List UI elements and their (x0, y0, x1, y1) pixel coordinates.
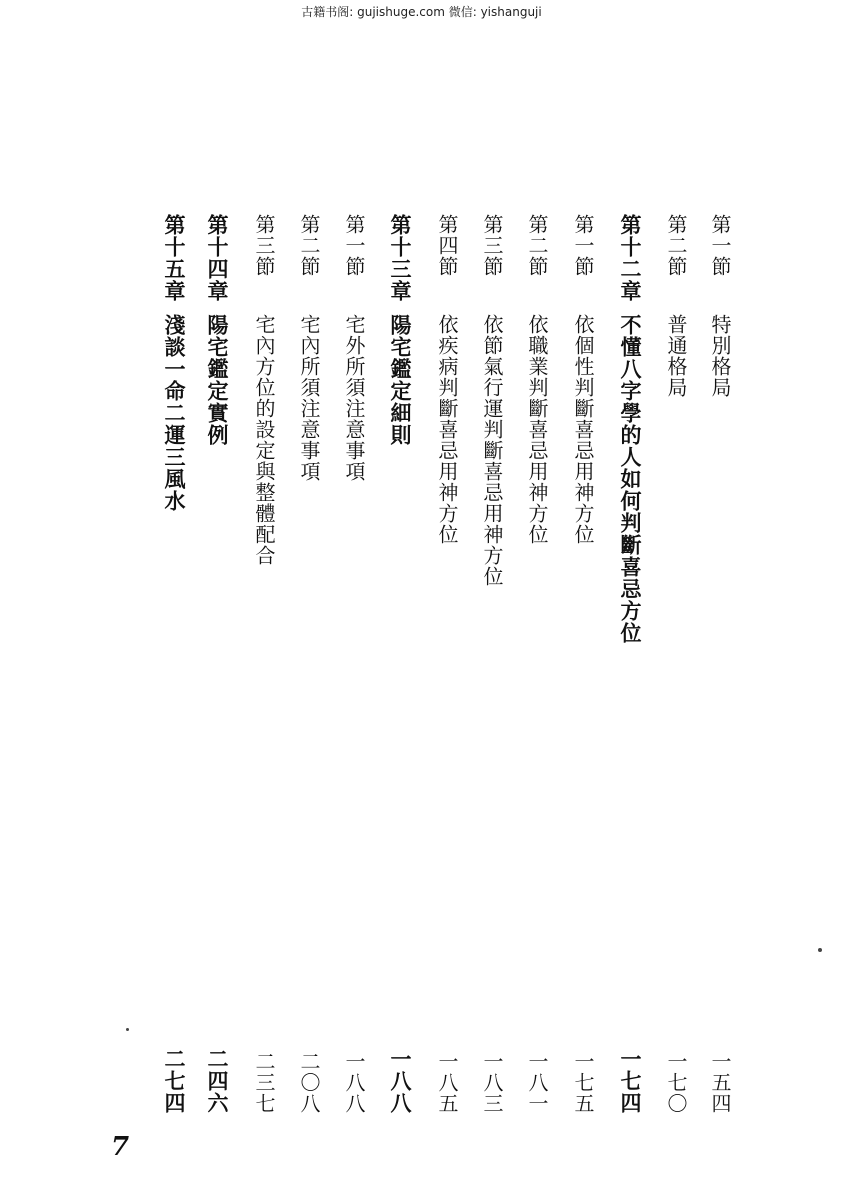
page-number: 7 (111, 1132, 130, 1162)
toc-page: 一八一 (520, 1051, 554, 1114)
toc-title: 淺談一命二運三風水 (157, 314, 191, 512)
toc-page: 二四六 (200, 1048, 234, 1114)
toc-title: 特別格局 (703, 314, 737, 398)
toc-heading: 第十五章 (162, 214, 187, 302)
toc-entry (659, 214, 693, 1114)
toc-chapter (200, 214, 234, 1114)
toc-page: 二七四 (157, 1048, 191, 1114)
toc-page: 一七四 (613, 1048, 647, 1114)
toc-page: 二三七 (247, 1051, 281, 1114)
toc-title: 依職業判斷喜忌用神方位 (520, 314, 554, 545)
toc-heading: 第十三章 (388, 214, 413, 302)
toc-entry (247, 214, 281, 1114)
toc-entry (566, 214, 600, 1114)
toc-title: 依個性判斷喜忌用神方位 (566, 314, 600, 545)
toc-chapter (157, 214, 191, 1114)
toc-title: 宅內方位的設定與整體配合 (247, 314, 281, 566)
toc-page: 二〇八 (292, 1051, 326, 1114)
toc-entry (292, 214, 326, 1114)
toc-entry (337, 214, 371, 1114)
toc-entry (520, 214, 554, 1114)
toc-title: 普通格局 (659, 314, 693, 398)
toc-title: 宅外所須注意事項 (337, 314, 371, 482)
toc-chapter (613, 214, 647, 1114)
toc-title: 陽宅鑑定細則 (383, 314, 417, 446)
toc-page: 一八八 (383, 1048, 417, 1114)
toc-heading: 第一節 (571, 214, 595, 277)
toc-page: 一七五 (566, 1051, 600, 1114)
toc-title: 依疾病判斷喜忌用神方位 (430, 314, 464, 545)
toc-page: 一八八 (337, 1051, 371, 1114)
toc-heading: 第十四章 (205, 214, 230, 302)
toc-heading: 第十二章 (618, 214, 643, 302)
toc-chapter (383, 214, 417, 1114)
toc-title: 陽宅鑑定實例 (200, 314, 234, 446)
toc-heading: 第一節 (708, 214, 732, 277)
toc-heading: 第一節 (342, 214, 366, 277)
scan-speck (818, 948, 822, 952)
toc-heading: 第三節 (252, 214, 276, 277)
scan-speck (126, 1028, 129, 1031)
toc-page: 一八三 (475, 1051, 509, 1114)
toc-page: 一五四 (703, 1051, 737, 1114)
toc-page: 一八五 (430, 1051, 464, 1114)
toc-heading: 第二節 (664, 214, 688, 277)
toc-heading: 第四節 (435, 214, 459, 277)
toc-page: 一七〇 (659, 1051, 693, 1114)
toc-entry (475, 214, 509, 1114)
toc-heading: 第二節 (297, 214, 321, 277)
toc-title: 不懂八字學的人如何判斷喜忌方位 (613, 314, 647, 644)
toc-title: 依節氣行運判斷喜忌用神方位 (475, 314, 509, 587)
toc-title: 宅內所須注意事項 (292, 314, 326, 482)
watermark-text: 古籍书阁: gujishuge.com 微信: yishanguji (301, 5, 542, 19)
toc-heading: 第二節 (525, 214, 549, 277)
toc-heading: 第三節 (480, 214, 504, 277)
toc-entry (430, 214, 464, 1114)
toc-entry (703, 214, 737, 1114)
